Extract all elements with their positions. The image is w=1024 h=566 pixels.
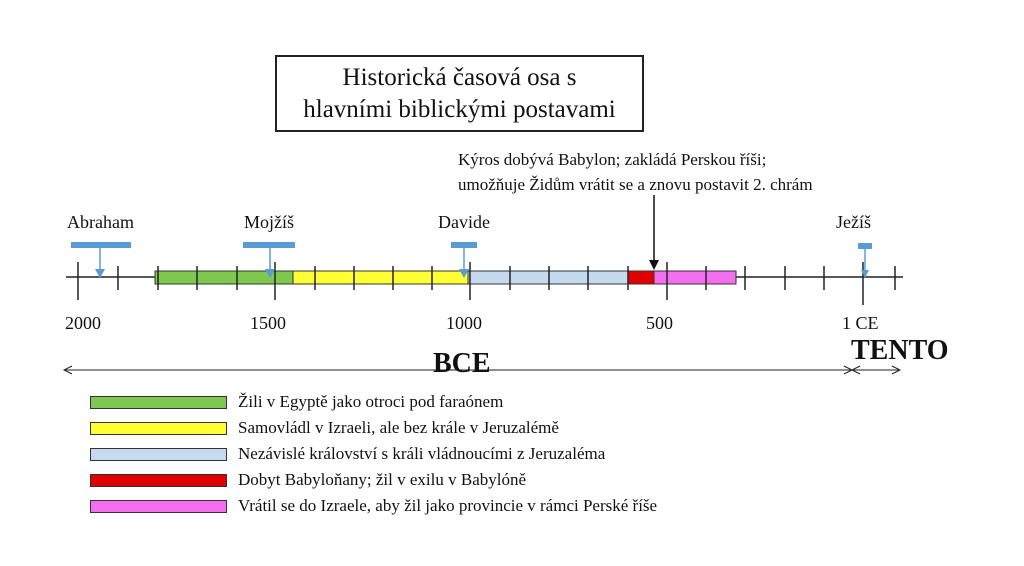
- legend-item-kingdom: [90, 445, 810, 467]
- person-label-davide: Davide: [438, 212, 490, 232]
- legend-item-exile: [90, 471, 810, 493]
- year-label-500: 500: [646, 313, 673, 333]
- now-arrow: [852, 366, 900, 374]
- year-label-1000: 1000: [446, 313, 482, 333]
- legend-swatch-exile: [90, 474, 227, 487]
- person-label-abraham: Abraham: [67, 212, 134, 232]
- cyrus-note-line-2: umožňuje Židům vrátit se a znovu postavit 2. chrám: [458, 175, 813, 194]
- legend-swatch-persian: [90, 500, 227, 513]
- person-label-jezis: Ježíš: [836, 212, 871, 232]
- legend-swatch-egypt: [90, 396, 227, 409]
- year-label-1ce: 1 CE: [842, 313, 879, 333]
- legend-item-egypt: [90, 393, 810, 415]
- marker-abraham: [71, 242, 131, 278]
- cyrus-note: [458, 147, 813, 197]
- period-bar-exile: [628, 271, 654, 284]
- legend-swatch-judges: [90, 422, 227, 435]
- period-bar-kingdom: [468, 271, 628, 284]
- legend-label-exile: Dobyt Babyloňany; žil v exilu v Babylóně: [238, 470, 527, 489]
- person-label-mojzis: Mojžíš: [244, 212, 295, 232]
- legend-label-judges: Samovládl v Izraeli, ale bez krále v Jeruzalémě: [238, 418, 559, 437]
- legend-swatch-kingdom: [90, 448, 227, 461]
- legend-item-persian: [90, 497, 810, 519]
- year-label-2000: 2000: [65, 313, 101, 333]
- title-line-2: hlavními biblickými postavami: [303, 96, 616, 123]
- era-label-bce: BCE: [433, 348, 491, 379]
- cyrus-arrow: [649, 195, 659, 270]
- title-line-1: Historická časová osa s: [342, 64, 577, 91]
- legend-label-persian: Vrátil se do Izraele, aby žil jako provincie v rámci Perské říše: [238, 496, 658, 515]
- title-box: [275, 55, 644, 132]
- period-bar-judges: [293, 271, 468, 284]
- era-label-now: TENTO: [851, 335, 949, 366]
- year-label-1500: 1500: [250, 313, 286, 333]
- legend-label-egypt: Žili v Egyptě jako otroci pod faraónem: [238, 392, 504, 411]
- legend-item-judges: [90, 419, 810, 441]
- legend-label-kingdom: Nezávislé království s králi vládnoucími z Jeruzaléma: [238, 444, 606, 463]
- marker-jezis: [858, 243, 872, 278]
- cyrus-note-line-1: Kýros dobývá Babylon; zakládá Perskou říši;: [458, 150, 767, 169]
